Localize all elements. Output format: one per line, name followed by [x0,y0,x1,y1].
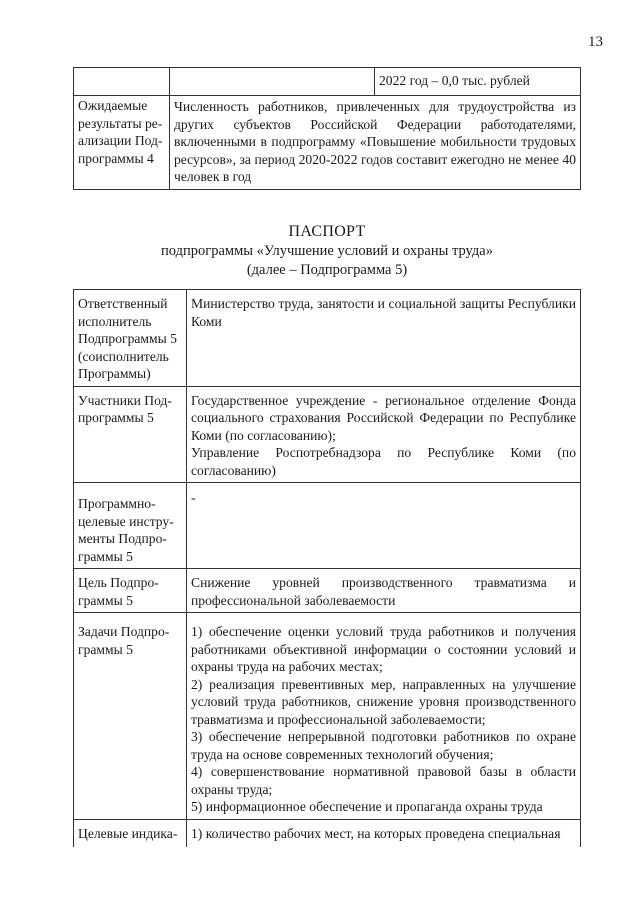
row-content: Министерство труда, занятости и социальной защиты Республики Коми [187,290,581,387]
passport-row-indicators [74,819,581,847]
empty-label-cell [74,68,170,96]
row-content: Государственное учреждение - региональное отделение Фонда социального страхования Российской Федерации по Республике Коми (по согласованию); Управление Роспотребнадзора по Республике Коми (по согласованию) [187,386,581,483]
row-label: Цель Подпро- граммы 5 [74,569,187,613]
expected-results-text: Численность работников, привлеченных для трудоустройства из других субъектов Российской Федерации работодателями, включенными в подпрограмму «Повышение мобильности трудовых ресурсов», за период 2020-2022 годов составит ежегодно не менее 40 человек в год [170,96,581,190]
empty-cell [170,68,375,96]
funding-cell: 2022 год – 0,0 тыс. рублей [375,68,581,96]
row-content: 1) количество рабочих мест, на которых проведена специальная [187,819,581,847]
row-label: Ответственный исполнитель Подпрограммы 5 (соисполнитель Программы) [74,290,187,387]
row-label: Задачи Подпро- граммы 5 [74,613,187,820]
passport-table [73,289,581,847]
passport-row-tasks [74,613,581,820]
passport-heading [73,222,581,280]
passport-row-goal [74,569,581,613]
passport-row-responsible [74,290,581,387]
passport-row-participants [74,386,581,483]
expected-results-label: Ожидаемые результаты ре- ализации Под- программы 4 [74,96,170,190]
subprogram-4-table-fragment [73,67,581,190]
row-content: Снижение уровней производственного травматизма и профессиональной заболеваемости [187,569,581,613]
row-label: Участники Под- программы 5 [74,386,187,483]
passport-subtitle-note: (далее – Подпрограмма 5) [246,262,408,278]
passport-subtitle: подпрограммы «Улучшение условий и охраны труда» [161,243,493,259]
passport-title: ПАСПОРТ [288,223,366,240]
passport-row-instruments [74,483,581,569]
row-label: Программно- целевые инстру- менты Подпро- граммы 5 [74,483,187,569]
expected-results-row [74,96,581,190]
row-content: - [187,483,581,569]
row-label: Целевые индика- [74,819,187,847]
funding-row [74,68,581,96]
row-content: 1) обеспечение оценки условий труда работников и получения работниками объективной информации о состоянии условий и охраны труда на рабочих местах; 2) реализация превентивных мер, направленных на улучшение условий труда работников, снижение уровня производственного травматизма и профессиональной заболеваемости; 3) обеспечение непрерывной подготовки работников по охране труда на основе современных технологий обучения; 4) совершенствование нормативной правовой базы в области охраны труда; 5) информационное обеспечение и пропаганда охраны труда [187,613,581,820]
page-number: 13 [588,34,603,50]
